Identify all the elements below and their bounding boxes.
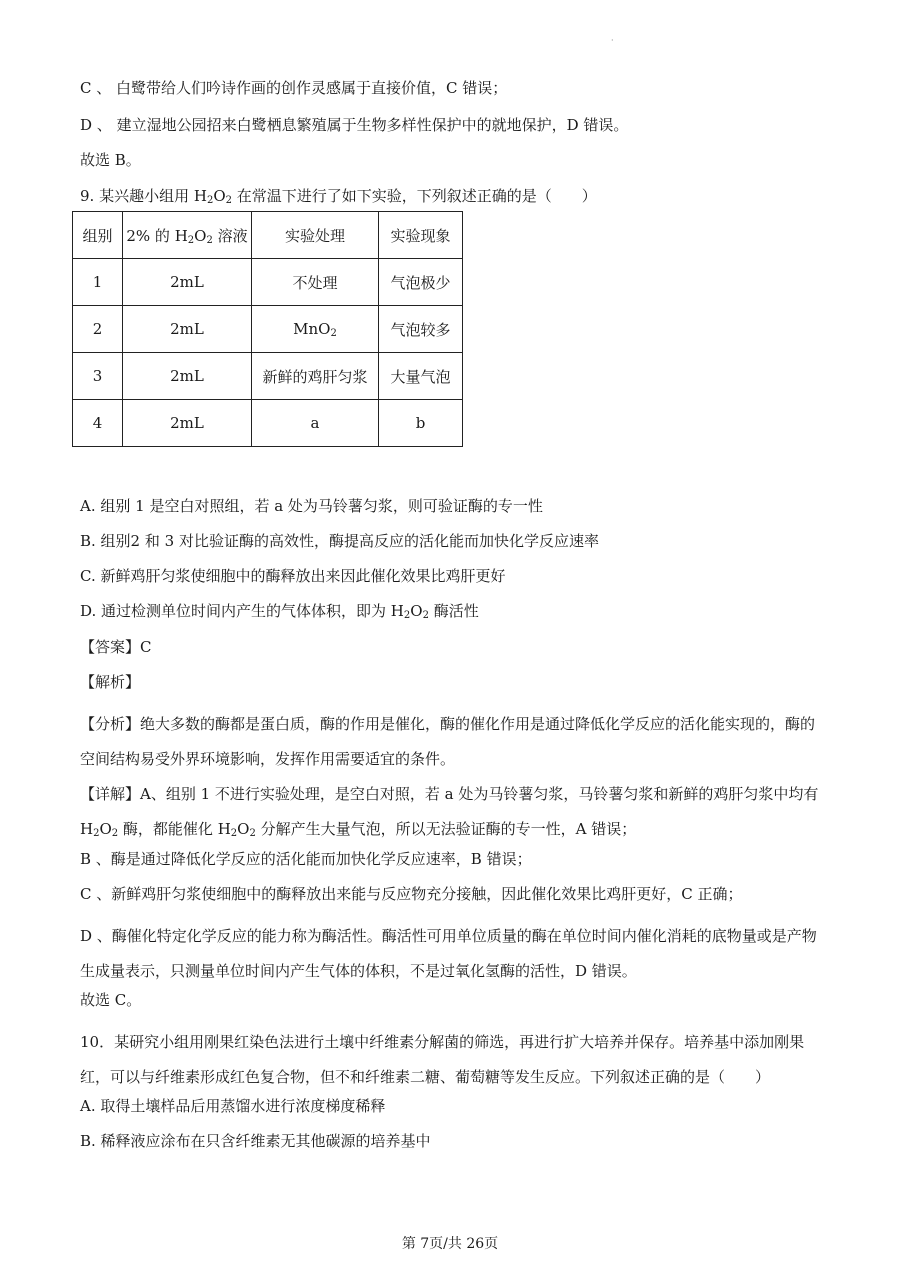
cell-group: 2: [73, 306, 123, 353]
cell-amount: 2mL: [123, 353, 252, 400]
cell-group: 4: [73, 400, 123, 447]
question-9-stem: 9. 某兴趣小组用 $H_2O_2$ 在常温下进行了如下实验，下列叙述正确的是（ ）: [80, 187, 597, 206]
page-mark: ·: [611, 36, 614, 45]
option-d-previous-explanation: D 、 建立湿地公园招来白鹭栖息繁殖属于生物多样性保护中的就地保护，D 错误。: [80, 116, 629, 134]
cell-treatment: 新鲜的鸡肝匀浆: [252, 353, 379, 400]
table-header-row: [73, 212, 463, 259]
table-row: [73, 306, 463, 353]
cell-result: 大量气泡: [379, 353, 463, 400]
header-solution: 2% 的 $H_2O_2$ 溶液: [123, 212, 252, 259]
q9-detail-a: 【详解】A、组别 1 不进行实验处理，是空白对照，若 a 处为马铃薯匀浆，马铃薯匀浆和新鲜的鸡肝匀浆中均有 $H_2O_2$ 酶，都能催化 $H_2O_2$ 分解产生大量气泡，所以无法验证酶的专一性，A 错误；: [80, 785, 819, 839]
header-treatment: 实验处理: [252, 212, 379, 259]
cell-amount: 2mL: [123, 400, 252, 447]
cell-result: b: [379, 400, 463, 447]
cell-group: 3: [73, 353, 123, 400]
q9-option-a: A. 组别 1 是空白对照组，若 a 处为马铃薯匀浆，则可验证酶的专一性: [80, 497, 543, 515]
cell-result: 气泡极少: [379, 259, 463, 306]
q9-option-c: C. 新鲜鸡肝匀浆使细胞中的酶释放出来因此催化效果比鸡肝更好: [80, 567, 506, 585]
cell-treatment: 不处理: [252, 259, 379, 306]
cell-treatment: a: [252, 400, 379, 447]
q9-detail-d: D 、酶催化特定化学反应的能力称为酶活性。酶活性可用单位质量的酶在单位时间内催化消耗的底物量或是产物生成量表示，只测量单位时间内产生气体的体积，不是过氧化氢酶的活性，D 错误。: [80, 927, 817, 980]
q9-detail-c: C 、新鲜鸡肝匀浆使细胞中的酶释放出来能与反应物充分接触，因此催化效果比鸡肝更好，C 正确；: [80, 885, 743, 903]
question-10-stem: 10．某研究小组用刚果红染色法进行土壤中纤维素分解菌的筛选，再进行扩大培养并保存。培养基中添加刚果红，可以与纤维素形成红色复合物，但不和纤维素二糖、葡萄糖等发生反应。下列叙述正确的是（ ）: [80, 1033, 805, 1086]
cell-treatment: MnO$_2$: [252, 306, 379, 353]
q10-option-b: B. 稀释液应涂布在只含纤维素无其他碳源的培养基中: [80, 1132, 431, 1150]
option-c-previous-explanation: C 、 白鹭带给人们吟诗作画的创作灵感属于直接价值，C 错误；: [80, 79, 508, 97]
table-row: [73, 259, 463, 306]
q9-conclusion: 故选 C。: [80, 991, 142, 1009]
table-row: [73, 353, 463, 400]
page-footer: 第 7页/共 26页: [401, 1236, 499, 1252]
header-group: 组别: [73, 212, 123, 259]
experiment-table: [72, 211, 463, 447]
previous-conclusion: 故选 B。: [80, 151, 141, 169]
cell-amount: 2mL: [123, 259, 252, 306]
q9-analysis: 【分析】绝大多数的酶都是蛋白质，酶的作用是催化，酶的催化作用是通过降低化学反应的活化能实现的，酶的空间结构易受外界环境影响，发挥作用需要适宜的条件。: [80, 715, 816, 768]
header-phenomenon: 实验现象: [379, 212, 463, 259]
cell-amount: 2mL: [123, 306, 252, 353]
q9-option-d: D. 通过检测单位时间内产生的气体体积，即为 $H_2O_2$ 酶活性: [80, 602, 479, 621]
table-row: [73, 400, 463, 447]
q10-option-a: A. 取得土壤样品后用蒸馏水进行浓度梯度稀释: [80, 1097, 386, 1115]
q9-answer: 【答案】C: [80, 638, 152, 656]
q9-detail-b: B 、酶是通过降低化学反应的活化能而加快化学反应速率，B 错误；: [80, 850, 532, 868]
q9-analysis-label: 【解析】: [80, 673, 141, 691]
cell-result: 气泡较多: [379, 306, 463, 353]
cell-group: 1: [73, 259, 123, 306]
q9-option-b: B. 组别2 和 3 对比验证酶的高效性，酶提高反应的活化能而加快化学反应速率: [80, 532, 599, 550]
